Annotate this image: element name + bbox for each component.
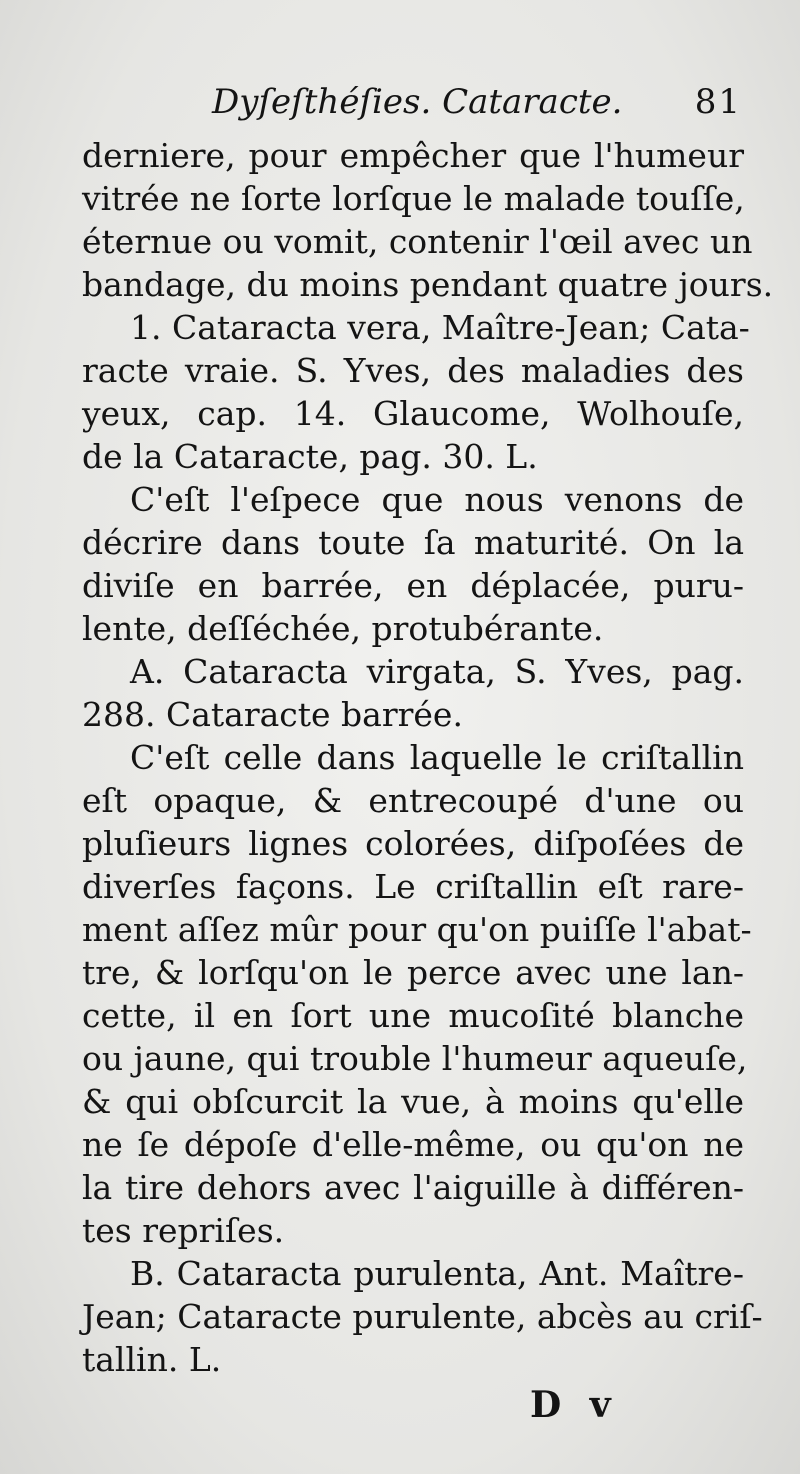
running-title: Dyſeſthéſies. Cataracte.	[212, 82, 623, 122]
text-line: eſt opaque, & entrecoupé d'une ou	[82, 781, 744, 820]
text-block	[82, 134, 774, 1381]
page-number: 81	[694, 82, 742, 122]
text-line: diviſe en barrée, en déplacée, puru-	[82, 566, 744, 605]
text-line: & qui obſcurcit la vue, à moins qu'elle	[82, 1082, 744, 1121]
signature-mark: D v	[530, 1384, 619, 1426]
text-line: de la Cataracte, pag. 30. L.	[82, 437, 538, 476]
text-line: pluſieurs lignes colorées, diſpoſées de	[82, 824, 744, 863]
text-line: ou jaune, qui trouble l'humeur aqueuſe,	[82, 1039, 748, 1078]
text-line: A. Cataracta virgata, S. Yves, pag.	[130, 652, 744, 691]
text-line: éternue ou vomit, contenir l'œil avec un	[82, 222, 753, 261]
text-line: vitrée ne ſorte lorſque le malade touſſe,	[82, 179, 745, 218]
page-header	[212, 82, 742, 130]
text-line: B. Cataracta purulenta, Ant. Maître-	[130, 1254, 744, 1293]
text-line: décrire dans toute ſa maturité. On la	[82, 523, 744, 562]
text-line: bandage, du moins pendant quatre jours.	[82, 265, 774, 304]
text-line: C'eſt celle dans laquelle le criſtallin	[130, 738, 744, 777]
text-line: diverſes façons. Le criſtallin eſt rare-	[82, 867, 744, 906]
text-line: lente, deſſéchée, protubérante.	[82, 609, 604, 648]
text-line: tes repriſes.	[82, 1211, 285, 1250]
text-line: 288. Cataracte barrée.	[82, 695, 463, 734]
text-line: cette, il en ſort une mucoſité blanche	[82, 996, 744, 1035]
text-line: tre, & lorſqu'on le perce avec une lan-	[82, 953, 744, 992]
text-line: racte vraie. S. Yves, des maladies des	[82, 351, 744, 390]
text-line: derniere, pour empêcher que l'humeur	[82, 136, 744, 175]
text-line: tallin. L.	[82, 1340, 222, 1379]
text-line: yeux, cap. 14. Glaucome, Wolhouſe,	[82, 394, 744, 433]
text-line: Jean; Cataracte purulente, abcès au criſ-	[82, 1297, 763, 1336]
text-line: ne ſe dépoſe d'elle-même, ou qu'on ne	[82, 1125, 744, 1164]
text-line: 1. Cataracta vera, Maître-Jean; Cata-	[130, 308, 750, 347]
text-line: la tire dehors avec l'aiguille à différen-	[82, 1168, 744, 1207]
text-line: ment aſſez mûr pour qu'on puiſſe l'abat-	[82, 910, 752, 949]
text-line: C'eſt l'eſpece que nous venons de	[130, 480, 744, 519]
